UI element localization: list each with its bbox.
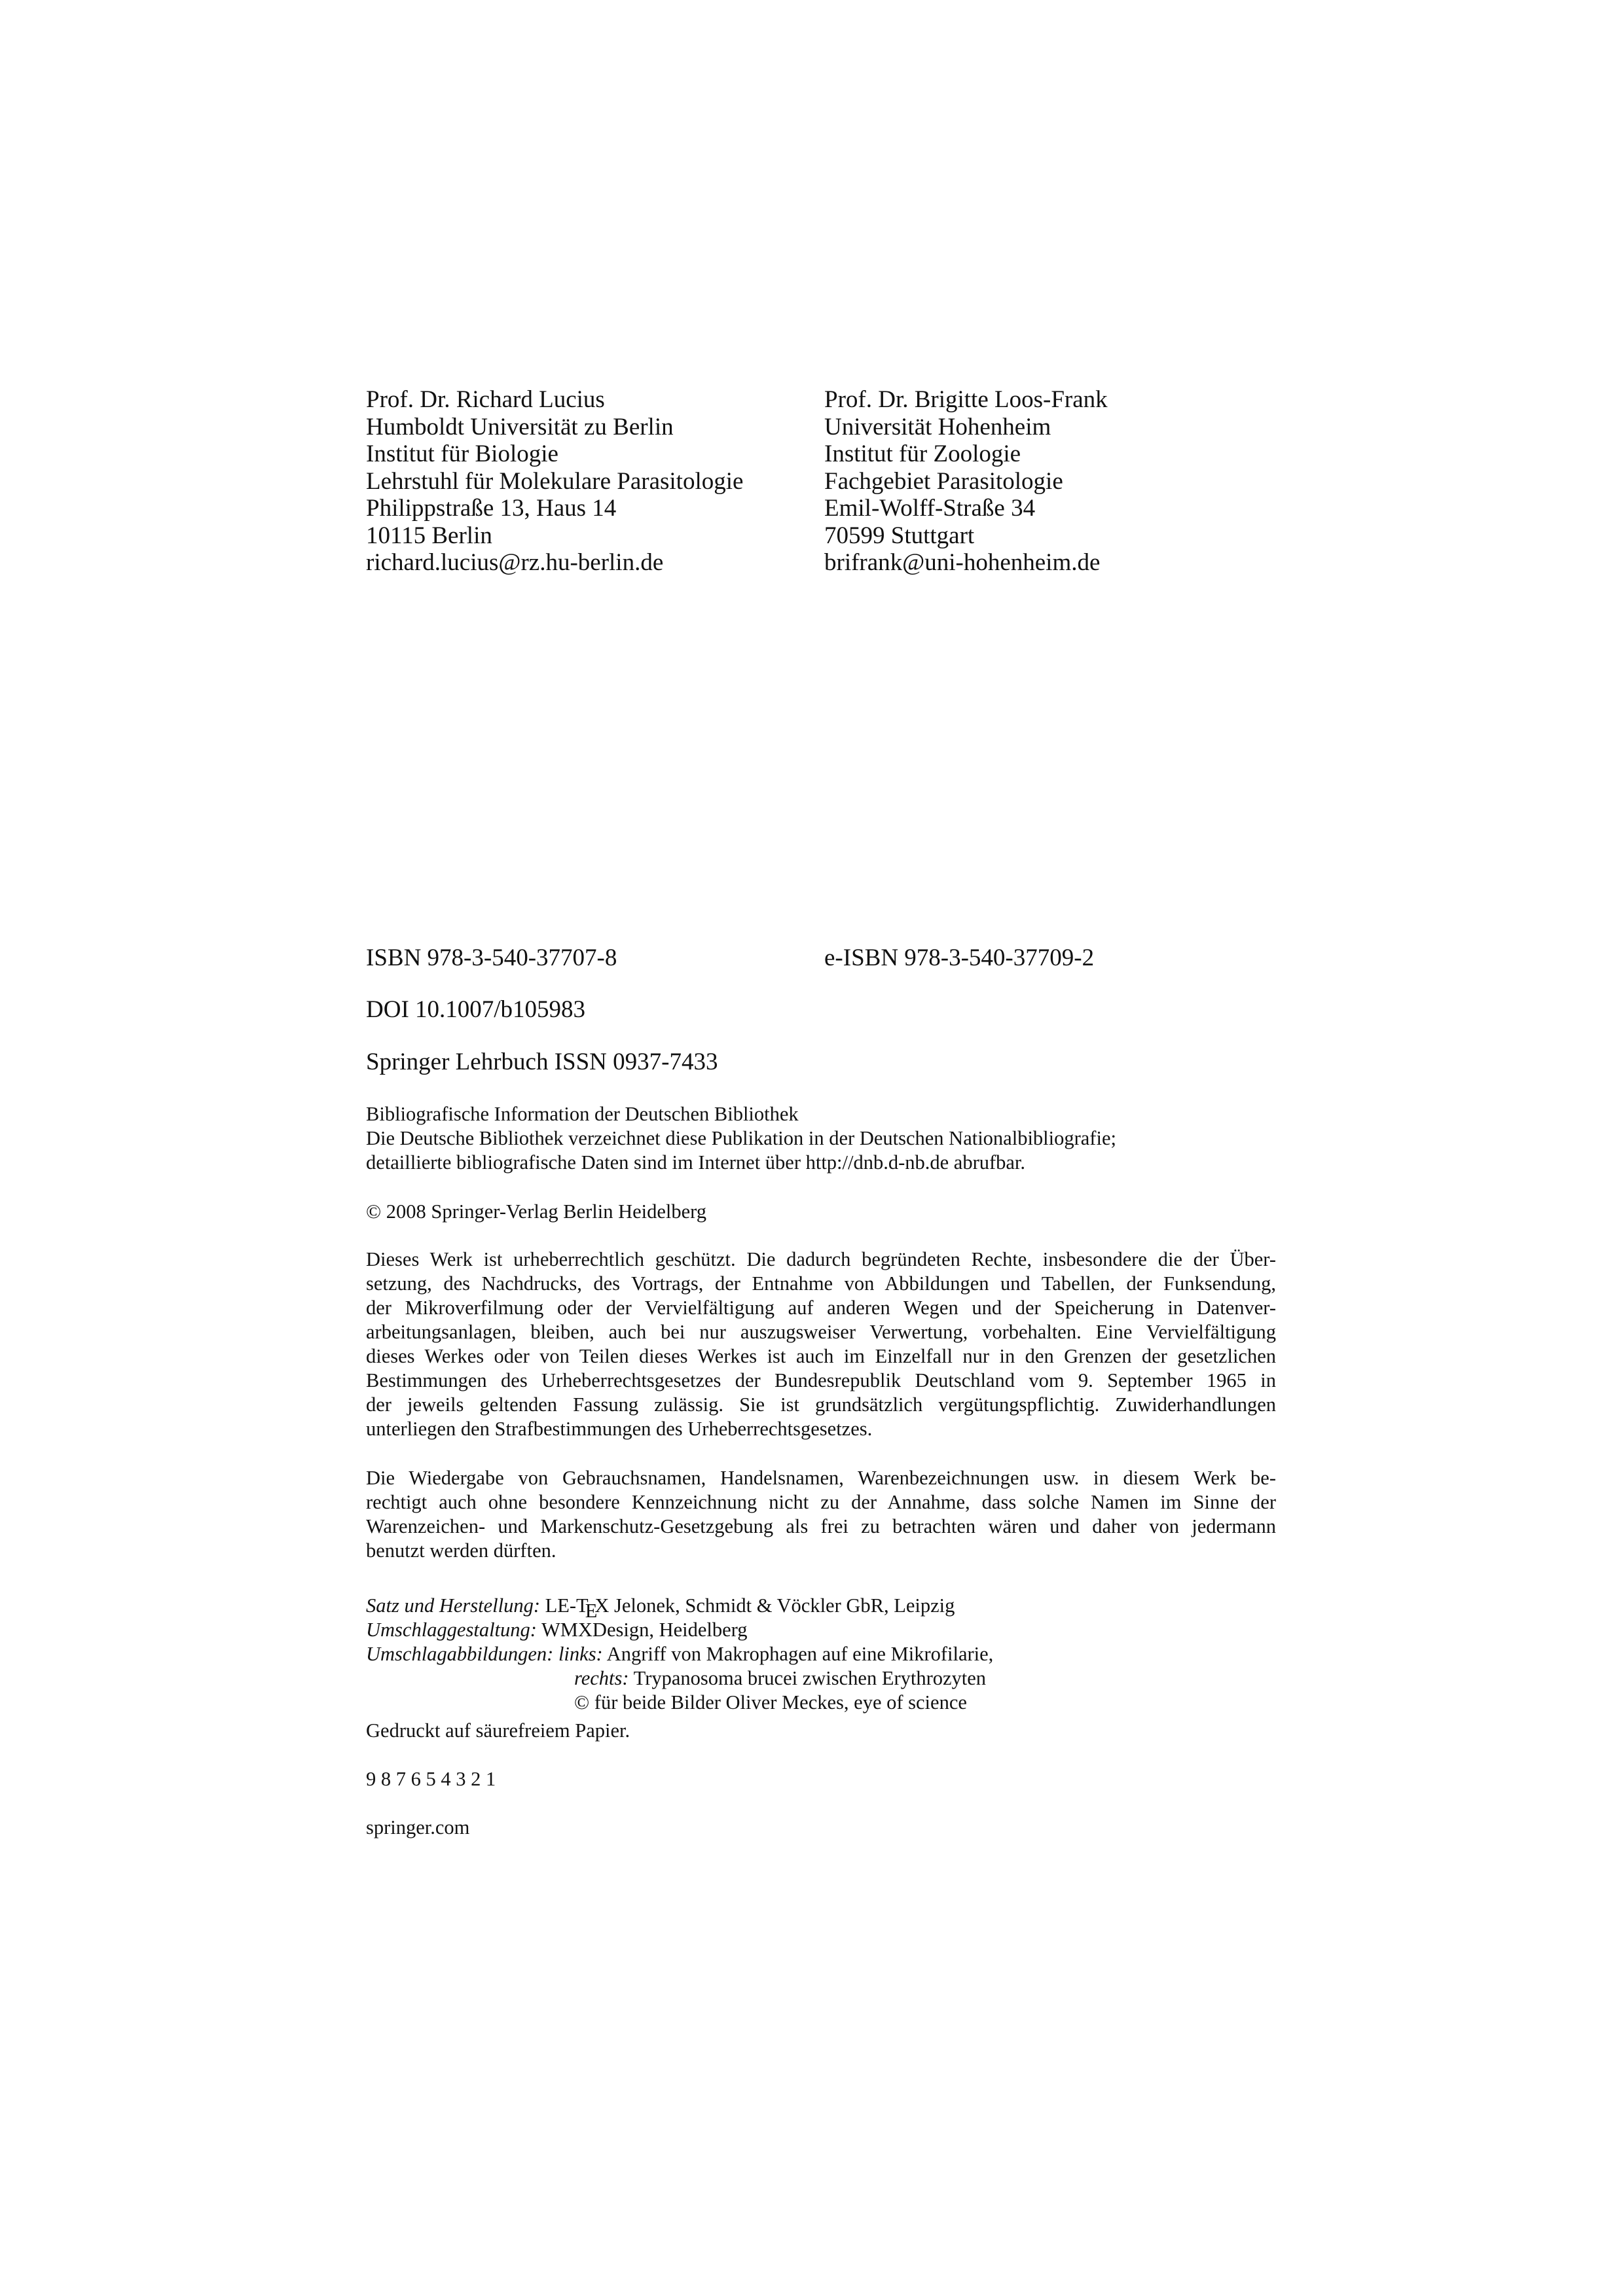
copyright-line: © 2008 Springer-Verlag Berlin Heidelberg — [366, 1200, 707, 1223]
author-chair: Lehrstuhl für Molekulare Parasitologie — [366, 467, 744, 495]
e-isbn: e-ISBN 978-3-540-37709-2 — [824, 944, 1095, 971]
author-university: Humboldt Universität zu Berlin — [366, 413, 674, 440]
credit-cover-images-copyright — [366, 1691, 993, 1715]
author-name: Prof. Dr. Brigitte Loos-Frank — [824, 386, 1108, 413]
legal-line: setzung, des Nachdrucks, des Vortrags, der Entnahme von Abbildungen und Tabellen, der Funksendung, — [366, 1272, 1276, 1295]
credit-value: © für beide Bilder Oliver Meckes, eye of science — [574, 1691, 967, 1713]
bibliographic-line: Die Deutsche Bibliothek verzeichnet diese Publikation in der Deutschen Nationalbibliografie; — [366, 1127, 1116, 1149]
credit-cover-design — [366, 1618, 993, 1642]
credit-value: LE-TEX Jelonek, Schmidt & Vöckler GbR, Leipzig — [545, 1594, 955, 1622]
doi: DOI 10.1007/b105983 — [366, 996, 586, 1023]
author-university: Universität Hohenheim — [824, 413, 1051, 440]
credit-label: Umschlagabbildungen: — [366, 1643, 554, 1665]
credit-cover-images — [366, 1642, 993, 1666]
credit-label: Satz und Herstellung: — [366, 1594, 541, 1617]
author-institute: Institut für Biologie — [366, 440, 558, 467]
copyright-notice — [366, 1200, 1276, 1224]
author-name: Prof. Dr. Richard Lucius — [366, 386, 605, 413]
print-line: 9 8 7 6 5 4 3 2 1 — [366, 1768, 496, 1790]
credit-label: Umschlaggestaltung: — [366, 1619, 537, 1641]
credit-sublabel-right: rechts: — [574, 1667, 629, 1689]
series-issn: Springer Lehrbuch ISSN 0937-7433 — [366, 1049, 718, 1075]
author-street: Emil-Wolff-Straße 34 — [824, 495, 1036, 522]
legal-line: arbeitungsanlagen, bleiben, auch bei nur auszugsweiser Verwertung, vorbehalten. Eine Vervielfältigung — [366, 1321, 1276, 1343]
legal-line: rechtigt auch ohne besondere Kennzeichnung nicht zu der Annahme, dass solche Namen im Sinne der — [366, 1491, 1276, 1513]
legal-line: der jeweils geltenden Fassung zulässig. Sie ist grundsätzlich vergütungspflichtig. Zuwiderhandlungen — [366, 1393, 1276, 1416]
legal-line: Die Wiedergabe von Gebrauchsnamen, Handelsnamen, Warenbezeichnungen usw. in diesem Werk be- — [366, 1467, 1276, 1489]
credit-typesetting — [366, 1594, 993, 1622]
credit-cover-images-right — [366, 1666, 993, 1691]
legal-paragraph-copyright — [366, 1247, 1276, 1441]
author-city: 70599 Stuttgart — [824, 522, 975, 549]
credit-value: Trypanosoma brucei zwischen Erythrozyten — [633, 1667, 987, 1689]
legal-line: Warenzeichen- und Markenschutz-Gesetzgebung als frei zu betrachten wären und daher von jedermann — [366, 1515, 1276, 1537]
legal-paragraph-trademarks — [366, 1466, 1276, 1563]
isbn: ISBN 978-3-540-37707-8 — [366, 944, 617, 971]
author-email: brifrank@uni-hohenheim.de — [824, 549, 1101, 576]
author-institute: Institut für Zoologie — [824, 440, 1021, 467]
author-city: 10115 Berlin — [366, 522, 492, 549]
author-address-loos-frank — [824, 386, 1108, 577]
legal-line: der Mikroverfilmung oder der Vervielfältigung auf anderen Wegen und der Speicherung in Datenver- — [366, 1297, 1276, 1319]
legal-line: unterliegen den Strafbestimmungen des Urheberrechtsgesetzes. — [366, 1418, 873, 1440]
bibliographic-line: Bibliografische Information der Deutschen Bibliothek — [366, 1103, 799, 1125]
printed-note: Gedruckt auf säurefreiem Papier. — [366, 1719, 630, 1742]
author-department: Fachgebiet Parasitologie — [824, 467, 1063, 495]
author-address-lucius — [366, 386, 743, 577]
legal-line: Dieses Werk ist urheberrechtlich geschützt. Die dadurch begründeten Rechte, insbesondere die der Über- — [366, 1248, 1276, 1270]
author-email: richard.lucius@rz.hu-berlin.de — [366, 549, 664, 576]
bibliographic-info — [366, 1102, 1276, 1175]
production-credits — [366, 1594, 993, 1715]
credit-value: WMXDesign, Heidelberg — [541, 1619, 748, 1641]
website: springer.com — [366, 1816, 470, 1839]
legal-line: benutzt werden dürften. — [366, 1539, 556, 1562]
credit-value: Angriff von Makrophagen auf eine Mikrofilarie, — [606, 1643, 994, 1665]
author-street: Philippstraße 13, Haus 14 — [366, 495, 617, 522]
legal-line: dieses Werkes oder von Teilen dieses Werkes ist auch im Einzelfall nur in den Grenzen der gesetzlichen — [366, 1345, 1276, 1367]
bibliographic-line: detaillierte bibliografische Daten sind im Internet über http://dnb.d-nb.de abrufbar. — [366, 1151, 1026, 1174]
credit-sublabel-left: links: — [558, 1643, 603, 1665]
legal-line: Bestimmungen des Urheberrechtsgesetzes der Bundesrepublik Deutschland vom 9. September 1965 in — [366, 1369, 1276, 1391]
